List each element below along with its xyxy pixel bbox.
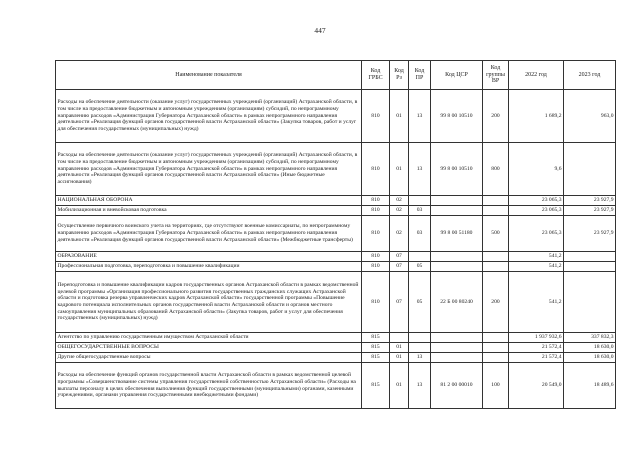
row-pr: 03 xyxy=(409,206,431,216)
row-pr: 13 xyxy=(409,143,431,196)
row-rz: 07 xyxy=(390,272,409,333)
row-2023: 18 630,0 xyxy=(564,343,616,353)
row-pr xyxy=(409,333,431,343)
row-2023: 963,0 xyxy=(564,90,616,143)
row-2023: 23 927,9 xyxy=(564,216,616,252)
row-csr: 99 8 00 51180 xyxy=(431,216,483,252)
row-name: Расходы на обеспечение деятельности (оказание услуг) государственных учреждений (организаций) Астраханской области, в том числе на предоставление бюджетным и автономным учреждениям (организациям) субсидий, по непрограммному направлению расходов «Администрация Губернатора Астраханской области» в рамках непрограммного направления деятельности «Реализация функций органов государственной власти Астраханской области» (Иные бюджетные ассигнования) xyxy=(56,143,362,196)
row-2022: 1 937 932,6 xyxy=(509,333,564,343)
row-name: Расходы на обеспечение деятельности (оказание услуг) государственных учреждений (организаций) Астраханской области, в том числе на предоставление бюджетным и автономным учреждениям (организациям) субсидий, по непрограммному направлению расходов «Администрация Губернатора Астраханской области» в рамках непрограммного направления деятельности «Реализация функций органов государственной власти Астраханской области» (Закупка товаров, работ и услуг для обеспечения государственных (муниципальных) нужд) xyxy=(56,90,362,143)
row-grbs: 810 xyxy=(362,90,390,143)
row-vr: 200 xyxy=(483,90,509,143)
row-rz: 02 xyxy=(390,196,409,206)
row-pr: 05 xyxy=(409,272,431,333)
row-grbs: 815 xyxy=(362,343,390,353)
header-grbs: Код ГРБС xyxy=(362,61,390,90)
row-pr xyxy=(409,343,431,353)
row-rz: 01 xyxy=(390,90,409,143)
row-2023: 23 927,9 xyxy=(564,206,616,216)
row-rz: 07 xyxy=(390,252,409,262)
row-csr: 99 8 00 10510 xyxy=(431,90,483,143)
header-csr: Код ЦСР xyxy=(431,61,483,90)
row-csr xyxy=(431,206,483,216)
row-name: Расходы на обеспечение функций органов государственной власти Астраханской области в рамках ведомственной целевой программы «Совершенствование системы управления государственной собственностью Астраханской области» (Расходы на выплаты персоналу в целях обеспечения выполнения функций государственными (муниципальными) органами, казенными учреждениями, органами управления государственными внебюджетными фондами) xyxy=(56,363,362,409)
row-2022: 21 572,4 xyxy=(509,353,564,363)
row-pr: 13 xyxy=(409,90,431,143)
row-vr xyxy=(483,206,509,216)
row-vr xyxy=(483,343,509,353)
row-2022: 541,2 xyxy=(509,252,564,262)
row-grbs: 815 xyxy=(362,333,390,343)
row-rz xyxy=(390,333,409,343)
row-vr xyxy=(483,252,509,262)
table-header-row xyxy=(56,61,616,90)
row-rz: 01 xyxy=(390,343,409,353)
row-grbs: 810 xyxy=(362,262,390,272)
row-2023 xyxy=(564,272,616,333)
table-row xyxy=(56,343,616,353)
row-2022: 21 572,4 xyxy=(509,343,564,353)
row-pr xyxy=(409,252,431,262)
row-csr xyxy=(431,196,483,206)
header-pr: Код ПР xyxy=(409,61,431,90)
page-number: 447 xyxy=(314,26,326,35)
row-vr: 800 xyxy=(483,143,509,196)
row-csr xyxy=(431,353,483,363)
row-pr: 05 xyxy=(409,262,431,272)
row-vr xyxy=(483,262,509,272)
row-rz: 01 xyxy=(390,363,409,409)
row-rz: 02 xyxy=(390,216,409,252)
header-2023: 2023 год xyxy=(564,61,616,90)
row-pr: 03 xyxy=(409,216,431,252)
row-csr: 22 Б 00 80240 xyxy=(431,272,483,333)
row-vr: 100 xyxy=(483,363,509,409)
row-name: Агентство по управлению государственным имуществом Астраханской области xyxy=(56,333,362,343)
row-2023: 18 630,0 xyxy=(564,353,616,363)
row-vr xyxy=(483,333,509,343)
table-row xyxy=(56,196,616,206)
row-rz: 01 xyxy=(390,143,409,196)
row-pr xyxy=(409,196,431,206)
table-row xyxy=(56,262,616,272)
row-2023: 18 489,6 xyxy=(564,363,616,409)
budget-table xyxy=(55,60,616,409)
header-rz: Код Рз xyxy=(390,61,409,90)
row-2023: 337 832,3 xyxy=(564,333,616,343)
row-name: Мобилизационная и вневойсковая подготовка xyxy=(56,206,362,216)
table-row xyxy=(56,252,616,262)
row-name: Осуществление первичного воинского учета на территориях, где отсутствуют военные комиссариаты, по непрограммному направлению расходов «Администрация Губернатора Астраханской области» в рамках непрограммного направления деятельности «Реализация функций органов государственной власти Астраханской области» (Межбюджетные трансферты) xyxy=(56,216,362,252)
row-grbs: 810 xyxy=(362,216,390,252)
row-rz: 01 xyxy=(390,353,409,363)
row-2023: 23 927,9 xyxy=(564,196,616,206)
table-row xyxy=(56,206,616,216)
row-csr: 99 8 00 10510 xyxy=(431,143,483,196)
row-grbs: 810 xyxy=(362,206,390,216)
row-grbs: 810 xyxy=(362,252,390,262)
row-grbs: 810 xyxy=(362,143,390,196)
table-row xyxy=(56,363,616,409)
row-grbs: 815 xyxy=(362,363,390,409)
row-vr: 500 xyxy=(483,216,509,252)
row-name: ОБЩЕГОСУДАРСТВЕННЫЕ ВОПРОСЫ xyxy=(56,343,362,353)
row-2022: 541,2 xyxy=(509,262,564,272)
row-2023 xyxy=(564,262,616,272)
header-2022: 2022 год xyxy=(509,61,564,90)
row-rz: 07 xyxy=(390,262,409,272)
row-csr xyxy=(431,252,483,262)
row-csr xyxy=(431,333,483,343)
row-2022: 1 689,2 xyxy=(509,90,564,143)
row-csr xyxy=(431,262,483,272)
row-grbs: 815 xyxy=(362,353,390,363)
table-row xyxy=(56,272,616,333)
header-vr: Код группы ВР xyxy=(483,61,509,90)
row-2022: 23 065,3 xyxy=(509,196,564,206)
row-2022: 541,2 xyxy=(509,272,564,333)
row-2023 xyxy=(564,252,616,262)
row-2022: 9,6 xyxy=(509,143,564,196)
table-row xyxy=(56,216,616,252)
table-row xyxy=(56,90,616,143)
row-csr: 81 2 00 00010 xyxy=(431,363,483,409)
table-row xyxy=(56,143,616,196)
row-name: Переподготовка и повышение квалификации кадров государственных органов Астраханской области в рамках ведомственной целевой программы «Организация профессионального развития государственных гражданских служащих Астраханской области и подготовка резерва управленческих кадров Астраханской области» государственной программы «Повышение кадрового потенциала исполнительных органов государственной власти Астраханской области и органов местного самоуправления муниципальных образований Астраханской области» (Закупка товаров, работ и услуг для обеспечения государственных (муниципальных) нужд) xyxy=(56,272,362,333)
row-vr xyxy=(483,353,509,363)
row-name: Другие общегосударственные вопросы xyxy=(56,353,362,363)
row-pr: 13 xyxy=(409,353,431,363)
row-vr xyxy=(483,196,509,206)
table-row xyxy=(56,333,616,343)
row-name: Профессиональная подготовка, переподготовка и повышение квалификации xyxy=(56,262,362,272)
row-vr: 200 xyxy=(483,272,509,333)
row-pr: 13 xyxy=(409,363,431,409)
row-csr xyxy=(431,343,483,353)
row-2022: 23 065,3 xyxy=(509,216,564,252)
row-2022: 20 549,0 xyxy=(509,363,564,409)
row-2022: 23 065,3 xyxy=(509,206,564,216)
row-name: НАЦИОНАЛЬНАЯ ОБОРОНА xyxy=(56,196,362,206)
row-name: ОБРАЗОВАНИЕ xyxy=(56,252,362,262)
row-grbs: 810 xyxy=(362,196,390,206)
table-row xyxy=(56,353,616,363)
row-grbs: 810 xyxy=(362,272,390,333)
row-rz: 02 xyxy=(390,206,409,216)
header-name: Наименование показателя xyxy=(56,61,362,90)
row-2023 xyxy=(564,143,616,196)
